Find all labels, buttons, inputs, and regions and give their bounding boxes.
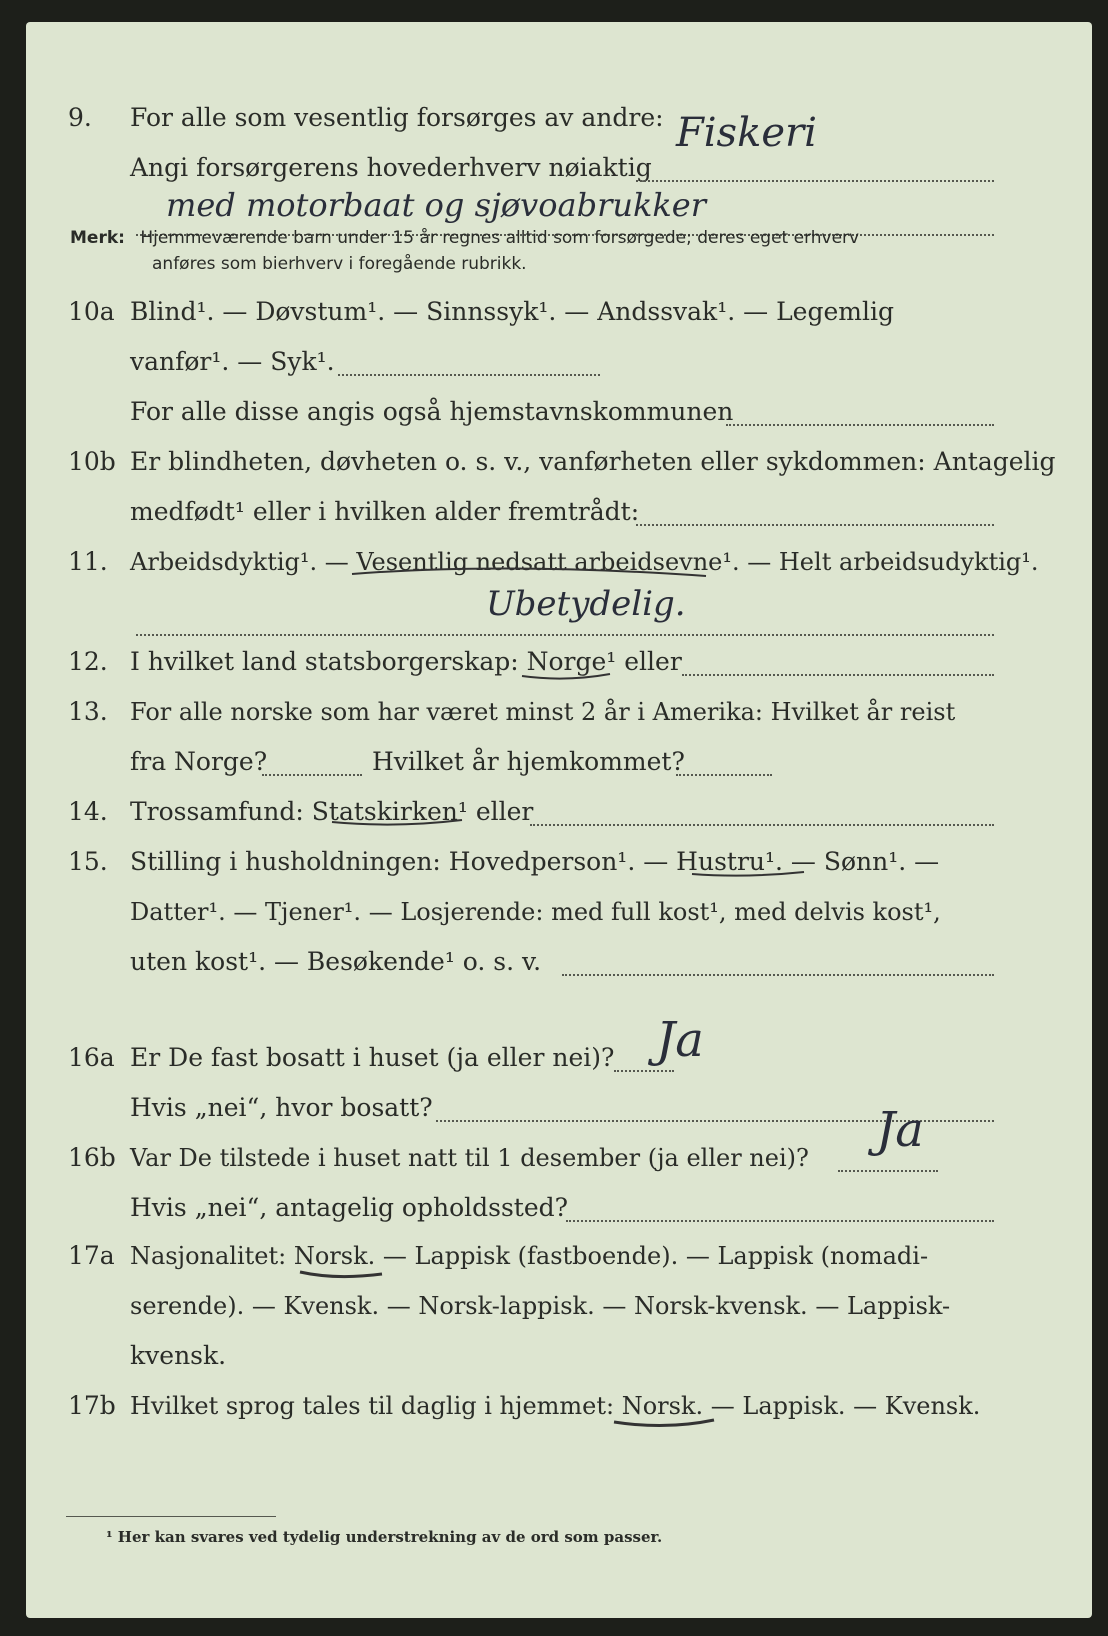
- q16a-handwritten-answer: Ja: [656, 1012, 704, 1068]
- q16a-question-line2: Hvis „nei“, hvor bosatt?: [130, 1093, 433, 1122]
- q15-question-line3: uten kost¹. — Besøkende¹ o. s. v.: [130, 947, 542, 976]
- q13-question-line2b: Hvilket år hjemkommet?: [372, 747, 685, 776]
- q16b-question-line2: Hvis „nei“, antagelig opholdssted?: [130, 1193, 569, 1222]
- strike-mark-q11: [352, 568, 706, 576]
- q17b-number: 17b: [68, 1391, 116, 1420]
- q10a-number: 10a: [68, 297, 115, 326]
- q10a-question-line2: vanfør¹. — Syk¹.: [130, 347, 335, 376]
- q10a-question-line3: For alle disse angis også hjemstavnskommunen: [130, 397, 734, 426]
- q16a-question: Er De fast bosatt i huset (ja eller nei)?: [130, 1043, 615, 1072]
- q11-question: Arbeidsdyktig¹. — Vesentlig nedsatt arbeidsevne¹. — Helt arbeidsudyktig¹.: [130, 548, 1039, 576]
- q16a-number: 16a: [68, 1043, 115, 1072]
- q17b-question: Hvilket sprog tales til daglig i hjemmet: Norsk. — Lappisk. — Kvensk.: [130, 1392, 981, 1420]
- underline-marks: [26, 22, 1092, 1618]
- q17a-question-line2: serende). — Kvensk. — Norsk-lappisk. — Norsk-kvensk. — Lappisk-: [130, 1292, 951, 1320]
- q10b-question-line2: medfødt¹ eller i hvilken alder fremtrådt:: [130, 497, 640, 526]
- q15-question: Stilling i husholdningen: Hovedperson¹. — Hustru¹. — Sønn¹. —: [130, 847, 940, 876]
- q11-number: 11.: [68, 547, 108, 576]
- q13-number: 13.: [68, 697, 108, 726]
- underline-statskirken: [332, 820, 462, 825]
- merk-label: Merk:: [70, 228, 125, 248]
- q9-question-line2: Angi forsørgerens hovederhverv nøiaktig: [130, 153, 652, 182]
- q17a-question: Nasjonalitet: Norsk. — Lappisk (fastboende). — Lappisk (nomadi-: [130, 1242, 929, 1270]
- q9-number: 9.: [68, 103, 92, 132]
- q17a-question-line3: kvensk.: [130, 1341, 227, 1370]
- q16b-question: Var De tilstede i huset natt til 1 desember (ja eller nei)?: [130, 1144, 809, 1172]
- underline-norsk-sprog: [614, 1420, 714, 1426]
- q13-question-line2a: fra Norge?: [130, 747, 268, 776]
- q14-number: 14.: [68, 797, 108, 826]
- q9-question: For alle som vesentlig forsørges av andre:: [130, 103, 664, 132]
- q11-handwritten-answer: Ubetydelig.: [486, 584, 686, 624]
- q12-question: I hvilket land statsborgerskap: Norge¹ eller: [130, 647, 682, 676]
- q10b-question: Er blindheten, døvheten o. s. v., vanførheten eller sykdommen: Antagelig: [130, 447, 1056, 476]
- q17a-number: 17a: [68, 1241, 115, 1270]
- q15-question-line2: Datter¹. — Tjener¹. — Losjerende: med full kost¹, med delvis kost¹,: [130, 898, 941, 926]
- underline-norge: [522, 674, 610, 679]
- merk-text-2: anføres som bierhverv i foregående rubrikk.: [152, 254, 527, 274]
- q13-question: For alle norske som har været minst 2 år i Amerika: Hvilket år reist: [130, 698, 956, 726]
- census-form-page: [26, 22, 1092, 1618]
- q12-number: 12.: [68, 647, 108, 676]
- underline-norsk-nasjonalitet: [300, 1272, 382, 1277]
- q16b-number: 16b: [68, 1143, 116, 1172]
- q9-handwritten-answer-2: med motorbaat og sjøvoabrukker: [166, 186, 706, 224]
- q15-number: 15.: [68, 847, 108, 876]
- footnote: ¹ Her kan svares ved tydelig understrekning av de ord som passer.: [106, 1528, 663, 1546]
- q16b-handwritten-answer: Ja: [876, 1102, 924, 1158]
- underline-hustru: [692, 872, 804, 876]
- q14-question: Trossamfund: Statskirken¹ eller: [130, 797, 534, 826]
- q10a-question: Blind¹. — Døvstum¹. — Sinnssyk¹. — Andssvak¹. — Legemlig: [130, 297, 894, 326]
- q9-handwritten-answer: Fiskeri: [676, 110, 817, 156]
- q10b-number: 10b: [68, 447, 116, 476]
- merk-text-1: Hjemmeværende barn under 15 år regnes alltid som forsørgede; deres eget erhverv: [140, 228, 860, 248]
